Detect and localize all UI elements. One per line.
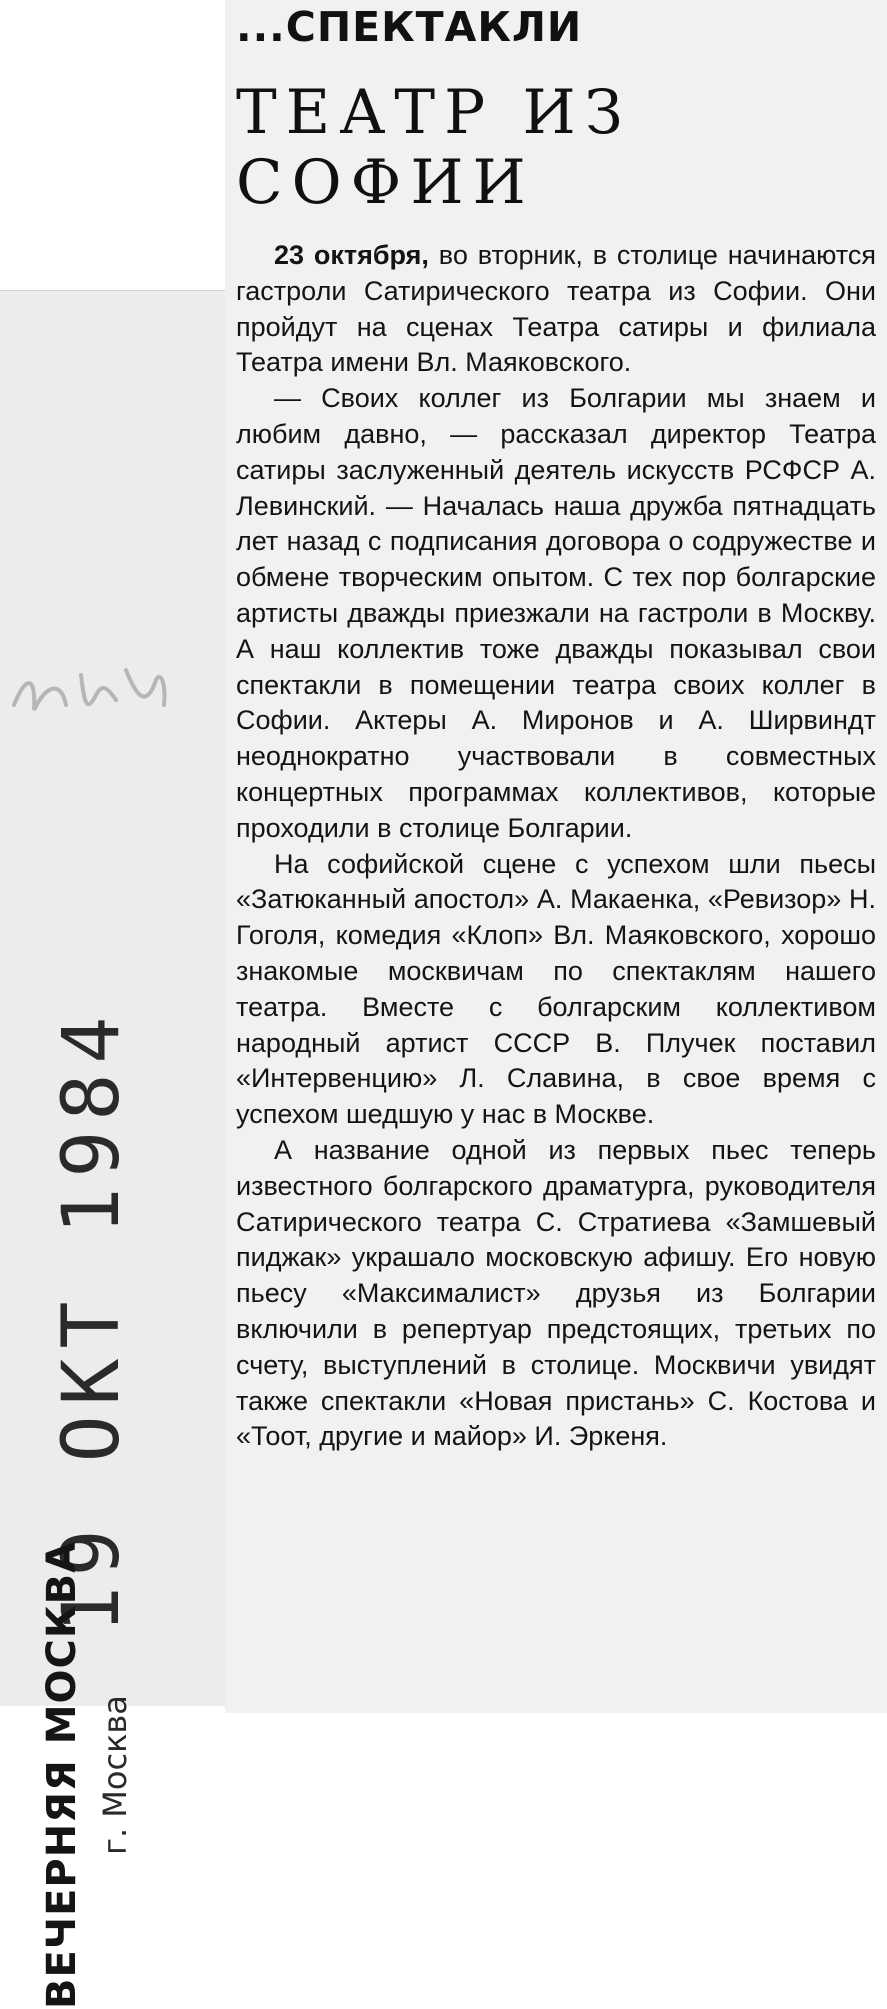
handwritten-mark [6, 655, 176, 725]
headline: ТЕАТР ИЗ СОФИИ [236, 77, 632, 218]
article [236, 0, 876, 1455]
archive-stamp: 19 ОКТ 1984 ВЕЧЕРНЯЯ МОСКВА г. Москва [0, 290, 228, 1705]
rubric: ...СПЕКТАКЛИ [236, 3, 583, 51]
article-body [236, 238, 876, 1455]
paragraph-2: — Своих коллег из Болгарии мы знаем и любим давно, — рассказал директор Театра сатиры заслуженный деятель искусств РСФСР А. Левинский. — Началась наша дружба пятнадцать лет назад с подписания договора о содружестве и обмене творческим опытом. С тех пор болгарские артисты дважды приезжали на гастроли в Москву. А наш коллектив тоже дважды показывал свои спектакли в помещении театра своих коллег в Софии. Актеры А. Миронов и А. Ширвиндт неоднократно участвовали в совместных концертных программах коллективов, которые проходили в столице Болгарии. [236, 383, 876, 843]
lead-date: 23 октября, [274, 240, 429, 270]
paragraph-1: 23 октября, во вторник, в столице начинаются гастроли Сатирического театра из Софии. Они пройдут на сценах Театра сатиры и филиала Театра имени Вл. Маяковского. [236, 240, 876, 378]
paragraph-4: А название одной из первых пьес теперь известного болгарского драматурга, руководителя Сатирического театра С. Стратиева «Замшевый пиджак» украшало московскую афишу. Его новую пьесу «Максималист» друзья из Болгарии включили в репертуар предстоящих, третьих по счету, выступлений в столице. Москвичи увидят также спектакли «Новая пристань» С. Костова и «Тоот, другие и майор» И. Эркеня. [236, 1134, 876, 1452]
paragraph-3: На софийской сцене с успехом шли пьесы «Затюканный апостол» А. Макаенка, «Ревизор» Н. Гоголя, комедия «Клоп» Вл. Маяковского, хорошо знакомые москвичам по спектаклям нашего театра. Вместе с болгарским коллективом народный артист СССР В. Плучек поставил «Интервенцию» Л. Славина, в свое время с успехом шедшую у нас в Москве. [236, 848, 876, 1130]
